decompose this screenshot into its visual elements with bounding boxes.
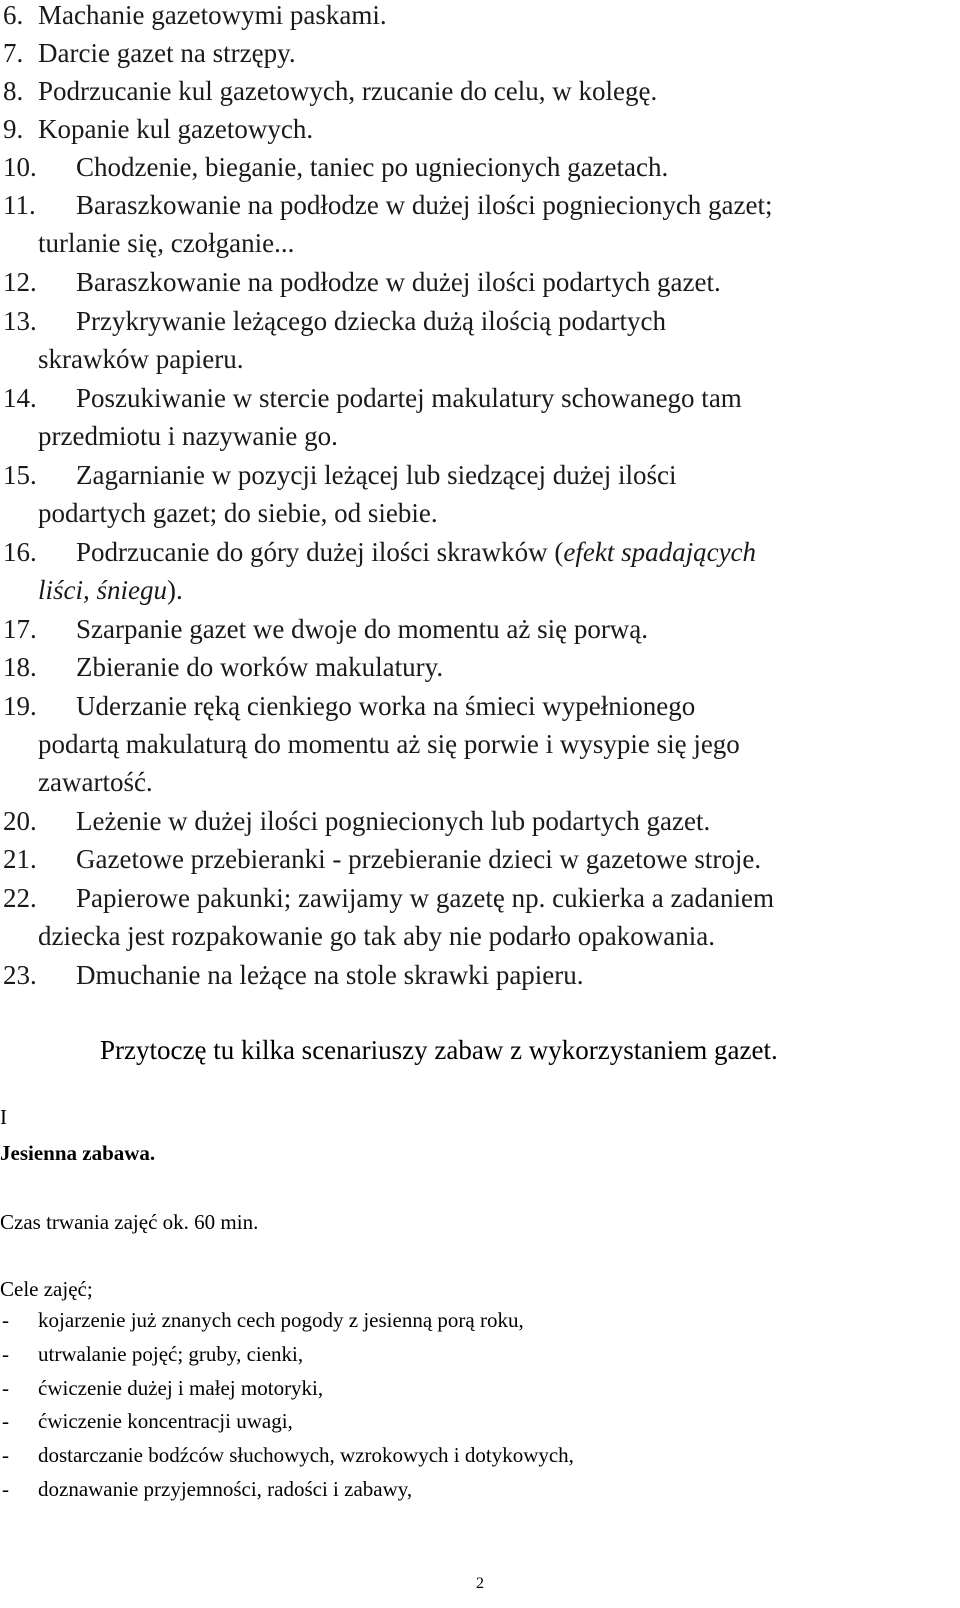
item-text-italic: liści, śniegu <box>38 575 167 605</box>
item-text-continued: dziecka jest rozpakowanie go tak aby nie podarło opakowania. <box>38 921 715 951</box>
item-number: 8. <box>3 76 24 106</box>
item-text: Poszukiwanie w stercie podartej makulatury schowanego tam <box>76 383 742 413</box>
item-text-continued: podartą makulaturą do momentu aż się porwie i wysypie się jego <box>38 729 740 759</box>
item-text-continued: przedmiotu i nazywanie go. <box>38 421 338 451</box>
duration-text: Czas trwania zajęć ok. 60 min. <box>0 1210 259 1234</box>
dash-bullet: - <box>2 1477 9 1501</box>
item-text: Zbieranie do worków makulatury. <box>76 652 444 682</box>
item-text-part: Podrzucanie do góry dużej ilości skrawków ( <box>76 537 564 567</box>
item-number: 11. <box>3 190 36 220</box>
item-number: 7. <box>3 38 24 68</box>
goal-text: utrwalanie pojęć; gruby, cienki, <box>38 1342 304 1366</box>
item-number: 16. <box>3 537 37 567</box>
item-number: 19. <box>3 691 37 721</box>
item-text: Baraszkowanie na podłodze w dużej ilości podartych gazet. <box>76 267 721 297</box>
item-text: Darcie gazet na strzępy. <box>38 38 296 68</box>
intro-paragraph: Przytoczę tu kilka scenariuszy zabaw z wykorzystaniem gazet. <box>100 1035 778 1065</box>
item-number: 13. <box>3 306 37 336</box>
item-number: 14. <box>3 383 37 413</box>
item-text <box>76 533 756 571</box>
section-title: Jesienna zabawa. <box>0 1141 156 1165</box>
goal-text: dostarczanie bodźców słuchowych, wzrokowych i dotykowych, <box>38 1443 574 1467</box>
item-number: 21. <box>3 844 37 874</box>
section-number: I <box>0 1105 7 1129</box>
item-number: 12. <box>3 267 37 297</box>
item-text: Gazetowe przebieranki - przebieranie dzieci w gazetowe stroje. <box>76 844 762 874</box>
item-text-continued: skrawków papieru. <box>38 344 244 374</box>
dash-bullet: - <box>2 1342 9 1366</box>
item-number: 6. <box>3 0 24 30</box>
page-number: 2 <box>476 1575 484 1592</box>
item-text-part: ). <box>167 575 183 605</box>
item-text: Przykrywanie leżącego dziecka dużą ilością podartych <box>76 306 666 336</box>
item-number: 10. <box>3 152 37 182</box>
item-text: Podrzucanie kul gazetowych, rzucanie do celu, w kolegę. <box>38 76 658 106</box>
item-text-continued: podartych gazet; do siebie, od siebie. <box>38 498 438 528</box>
item-text: Zagarnianie w pozycji leżącej lub siedzącej dużej ilości <box>76 460 677 490</box>
item-text: Machanie gazetowymi paskami. <box>38 0 387 30</box>
goal-text: ćwiczenie koncentracji uwagi, <box>38 1409 293 1433</box>
item-number: 20. <box>3 806 37 836</box>
item-text: Baraszkowanie na podłodze w dużej ilości pogniecionych gazet; <box>76 190 773 220</box>
goals-heading: Cele zajęć; <box>0 1277 93 1301</box>
item-text: Kopanie kul gazetowych. <box>38 114 314 144</box>
goal-text: doznawanie przyjemności, radości i zabawy, <box>38 1477 413 1501</box>
item-text: Szarpanie gazet we dwoje do momentu aż się porwą. <box>76 614 649 644</box>
dash-bullet: - <box>2 1376 9 1400</box>
item-text-italic: efekt spadających <box>563 537 757 567</box>
dash-bullet: - <box>2 1409 9 1433</box>
item-number: 9. <box>3 114 24 144</box>
item-number: 15. <box>3 460 37 490</box>
item-text: Leżenie w dużej ilości pogniecionych lub podartych gazet. <box>76 806 711 836</box>
item-text-continued <box>38 571 183 609</box>
dash-bullet: - <box>2 1308 9 1332</box>
item-text: Chodzenie, bieganie, taniec po ugniecionych gazetach. <box>76 152 669 182</box>
item-text-continued: turlanie się, czołganie... <box>38 228 295 258</box>
goal-text: kojarzenie już znanych cech pogody z jesienną porą roku, <box>38 1308 524 1332</box>
item-number: 22. <box>3 883 37 913</box>
item-text: Dmuchanie na leżące na stole skrawki papieru. <box>76 960 584 990</box>
item-number: 23. <box>3 960 37 990</box>
goal-text: ćwiczenie dużej i małej motoryki, <box>38 1376 324 1400</box>
dash-bullet: - <box>2 1443 9 1467</box>
item-text-continued: zawartość. <box>38 767 153 797</box>
item-number: 17. <box>3 614 37 644</box>
item-text: Papierowe pakunki; zawijamy w gazetę np. cukierka a zadaniem <box>76 883 774 913</box>
item-text: Uderzanie ręką cienkiego worka na śmieci wypełnionego <box>76 691 696 721</box>
item-number: 18. <box>3 652 37 682</box>
